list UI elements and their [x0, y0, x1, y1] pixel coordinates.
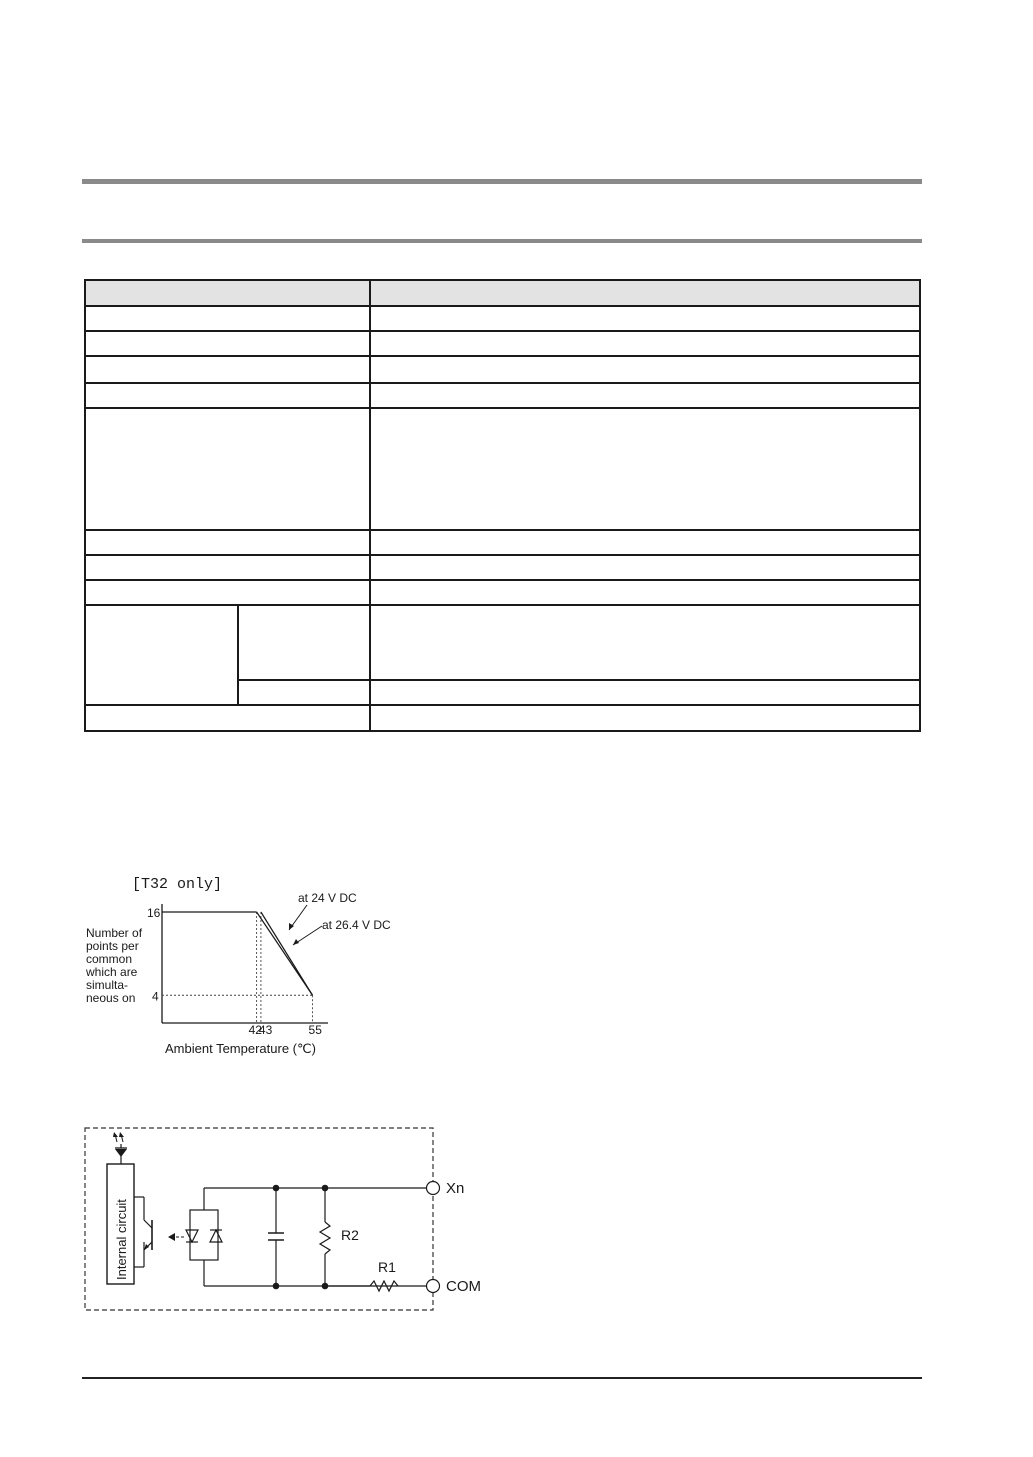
section-bottom-rule	[82, 239, 922, 243]
table-row	[85, 705, 920, 731]
chart-y-label	[85, 926, 143, 1005]
chart-y-label-line: Number of	[86, 926, 143, 940]
chart-y-label-line: points per	[86, 939, 139, 953]
chart-annotation-24v: at 24 V DC	[298, 891, 357, 905]
resistor-r2-label: R2	[341, 1227, 359, 1243]
table-row	[85, 530, 920, 555]
table-cell	[238, 605, 370, 679]
chart-x-tick-55: 55	[308, 1023, 322, 1037]
capacitor-icon	[268, 1188, 284, 1286]
input-circuit-diagram	[80, 1122, 500, 1317]
chart-annotation-26-4v: at 26.4 V DC	[322, 918, 391, 932]
chart-y-tick-16: 16	[147, 906, 161, 920]
table-row	[85, 580, 920, 605]
table-cell	[85, 383, 370, 408]
resistor-r1-icon	[325, 1281, 398, 1291]
chart-y-label-line: neous on	[86, 991, 136, 1005]
table-row	[85, 331, 920, 356]
table-row	[85, 356, 920, 382]
table-cell	[370, 530, 920, 555]
circuit-boundary	[85, 1128, 433, 1310]
table-cell	[85, 530, 370, 555]
phototransistor-icon	[134, 1197, 152, 1267]
chart-x-tick-43: 43	[258, 1023, 273, 1037]
table-cell	[370, 680, 920, 705]
table-row	[85, 605, 920, 679]
derating-chart	[80, 868, 410, 1060]
spec-header-row	[85, 280, 920, 306]
table-cell	[370, 580, 920, 605]
spec-header-item	[85, 280, 370, 306]
table-cell	[85, 356, 370, 382]
table-cell	[85, 408, 370, 530]
internal-circuit-label: Internal circuit	[114, 1199, 129, 1280]
resistor-r2-icon	[320, 1188, 330, 1286]
table-row	[85, 306, 920, 331]
chart-y-label-line: common	[86, 952, 133, 966]
table-cell	[85, 331, 370, 356]
chart-x-label: Ambient Temperature (℃)	[165, 1041, 316, 1056]
terminal-xn-label: Xn	[446, 1180, 465, 1197]
resistor-r1-label: R1	[378, 1259, 396, 1275]
table-cell	[370, 555, 920, 580]
chart-x-tick-42: 42	[248, 1023, 262, 1037]
table-cell	[85, 555, 370, 580]
table-cell	[370, 605, 920, 679]
chart-y-label-line: which are	[86, 965, 138, 979]
chart-y-label-line: simulta-	[86, 978, 129, 992]
table-row	[85, 383, 920, 408]
footer-rule	[82, 1377, 922, 1379]
optical-coupling-arrow-icon	[168, 1233, 184, 1241]
table-cell	[370, 331, 920, 356]
table-cell-group	[85, 605, 238, 705]
table-row	[85, 408, 920, 530]
table-cell	[85, 705, 370, 731]
table-cell	[370, 356, 920, 382]
table-cell	[370, 705, 920, 731]
chart-header: [T32 only]	[132, 876, 223, 893]
terminal-com-icon	[427, 1280, 440, 1293]
chart-y-tick-4: 4	[152, 989, 159, 1004]
spec-header-description	[370, 280, 920, 306]
table-cell	[370, 306, 920, 331]
section-top-rule	[82, 179, 922, 184]
table-cell	[238, 680, 370, 705]
table-cell	[370, 408, 920, 530]
table-cell	[85, 580, 370, 605]
junction-dots	[273, 1185, 329, 1290]
table-cell	[370, 383, 920, 408]
led-icon	[113, 1132, 127, 1164]
terminal-xn-icon	[427, 1182, 440, 1195]
terminal-com-label: COM	[446, 1278, 481, 1295]
spec-table	[84, 279, 921, 732]
photocoupler-diodes-icon	[186, 1188, 276, 1286]
table-cell	[85, 306, 370, 331]
chart-series-26-4v	[261, 912, 313, 995]
table-row	[85, 555, 920, 580]
chart-annotation-arrow-26-4v	[293, 939, 299, 945]
